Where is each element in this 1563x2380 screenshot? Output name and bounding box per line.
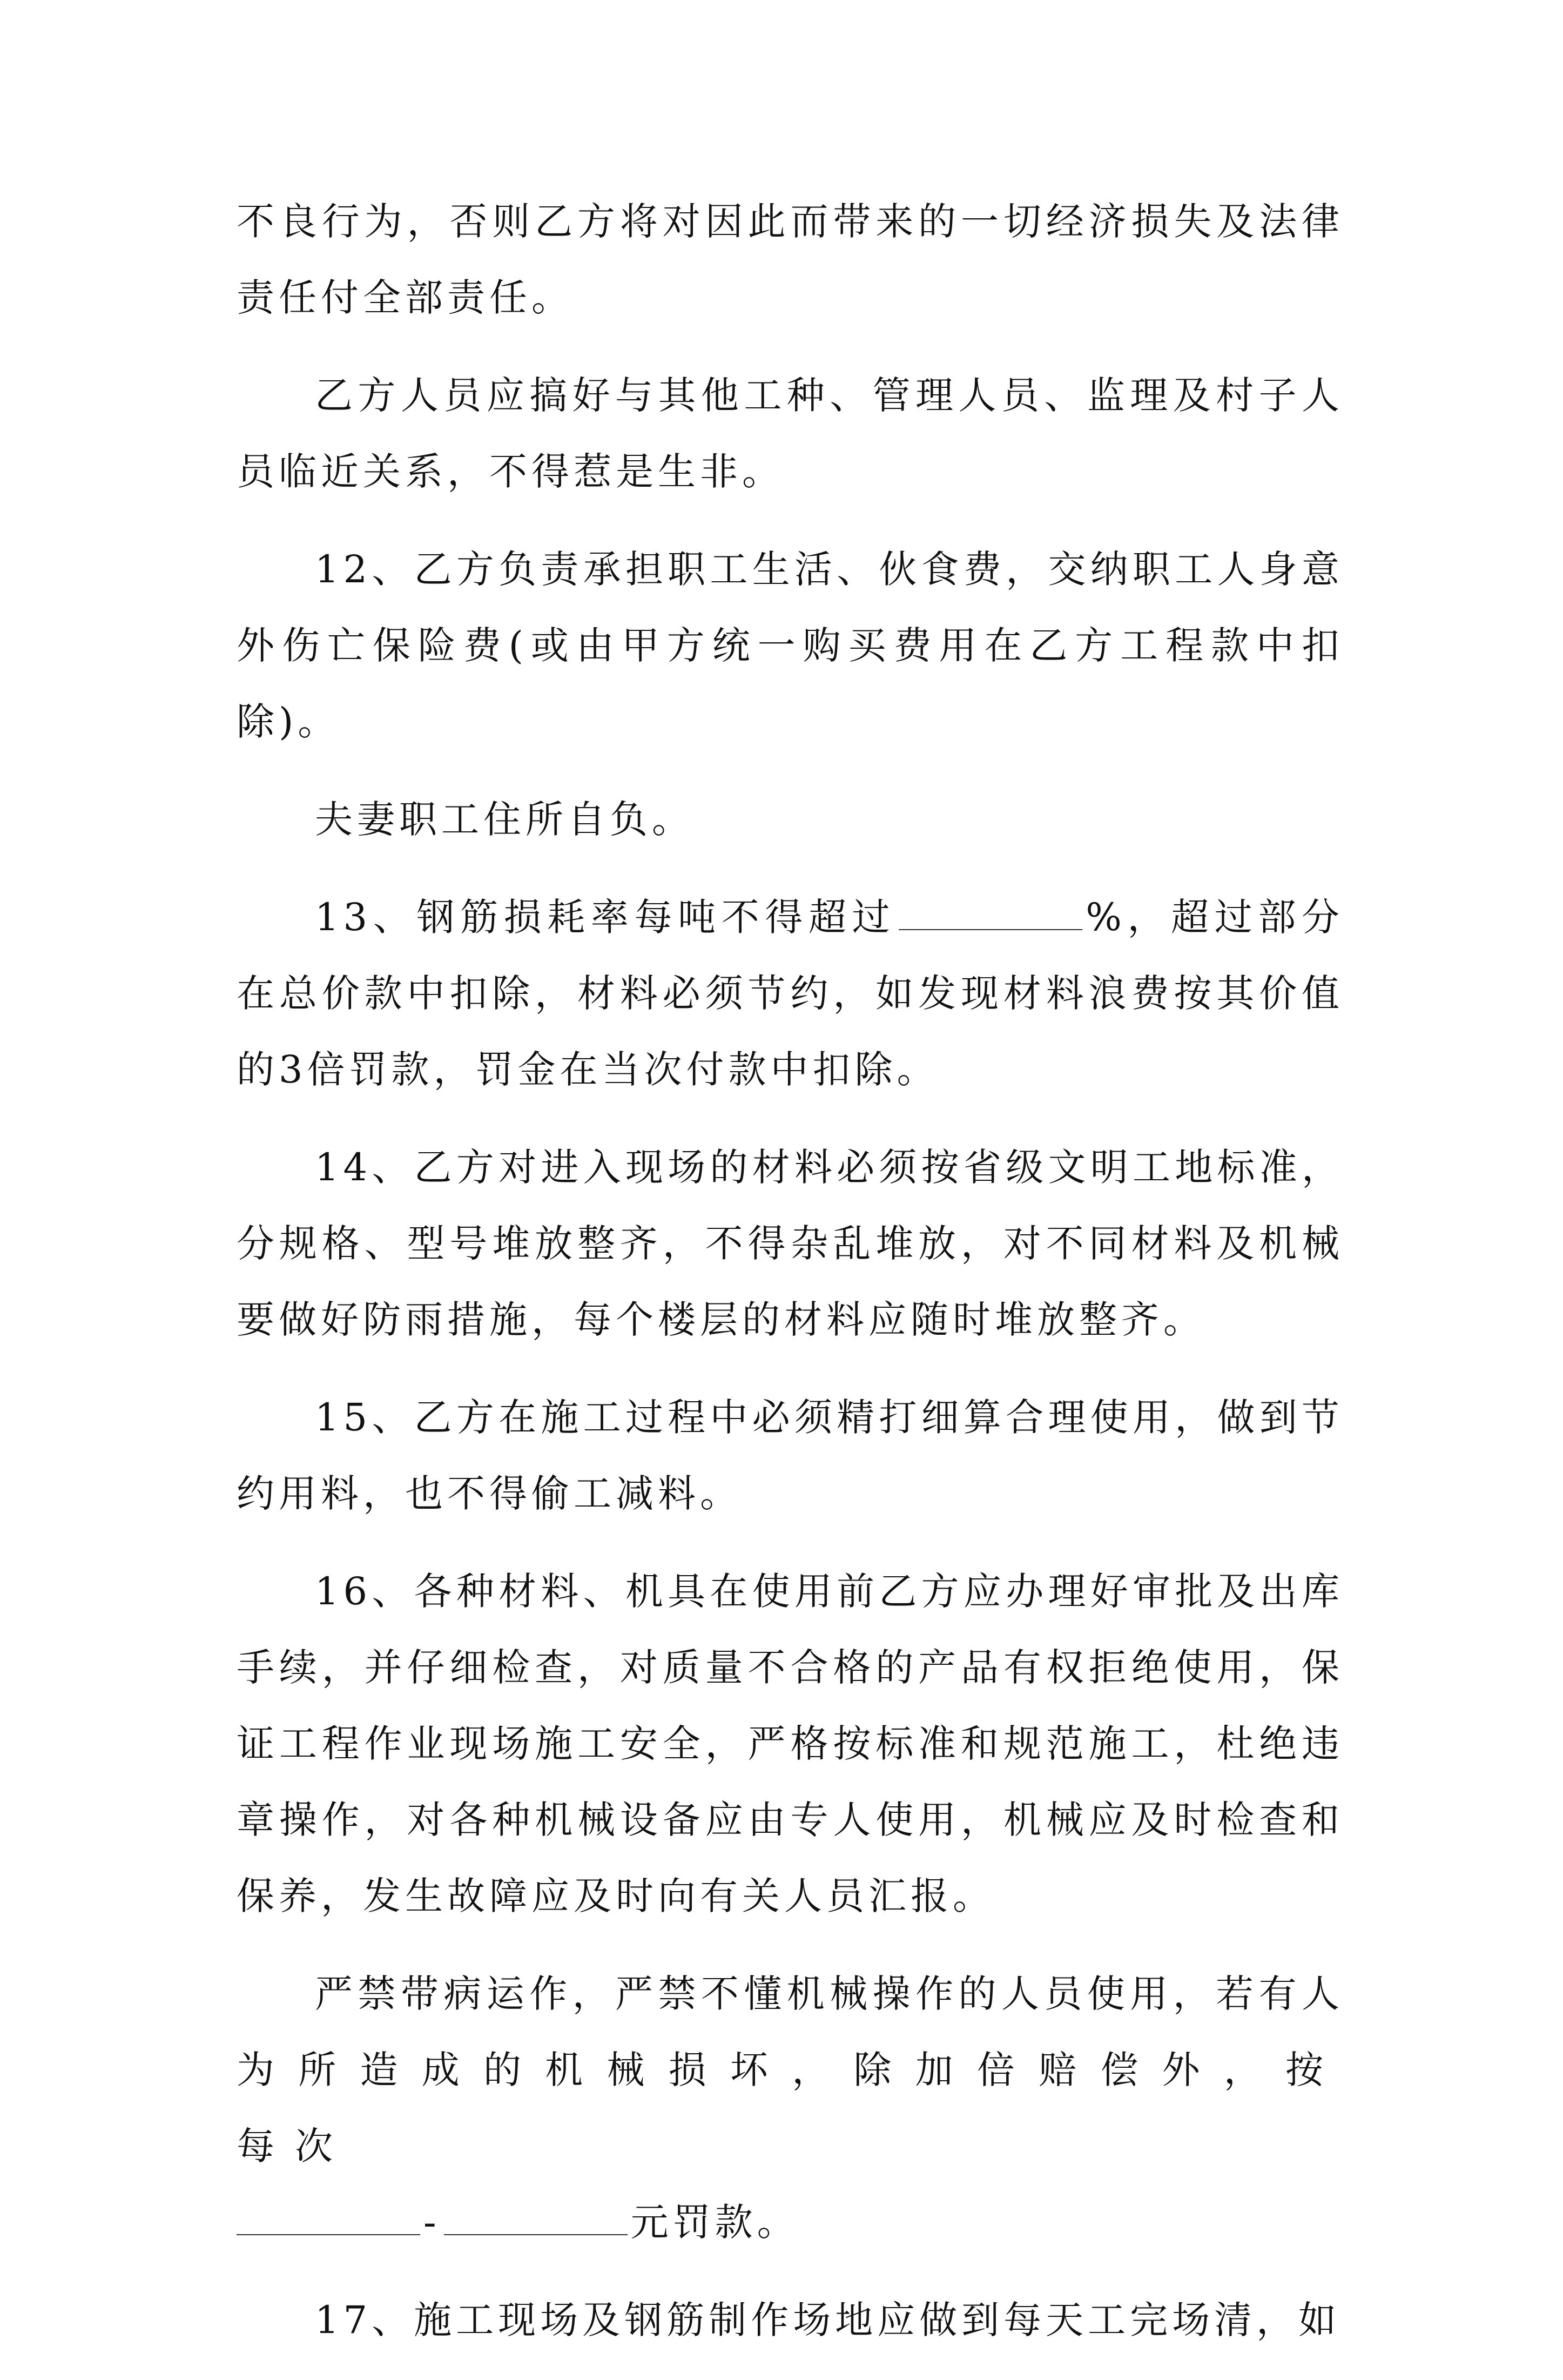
paragraph-clause-16: 16、各种材料、机具在使用前乙方应办理好审批及出库手续，并仔细检查，对质量不合格的产品有权拒绝使用，保证工程作业现场施工安全，严格按标准和规范施工，杜绝违章操作，对各种机械设备应由专人使用，机械应及时检查和保养，发生故障应及时向有关人员汇报。	[237, 1569, 1344, 1918]
fine-unit-text: 元罚款。	[630, 2200, 799, 2244]
paragraph-housing: 夫妻职工住所自负。	[315, 797, 694, 842]
clause-13-rest: %，超过部分在总价款中扣除，材料必须节约，如发现材料浪费按其价值的3倍罚款，罚金在当次付款中扣除。	[237, 895, 1344, 1092]
machine-damage-lead: 严禁带病运作，严禁不懂机械操作的人员使用，若有人	[315, 1972, 1344, 2016]
paragraph-clause-15: 15、乙方在施工过程中必须精打细算合理使用，做到节约用料，也不得偷工减料。	[237, 1395, 1344, 1516]
paragraph-clause-17: 17、施工现场及钢筋制作场地应做到每天工完场清，如	[315, 2298, 1341, 2342]
fine-max-blank	[444, 2202, 628, 2235]
paragraph-clause-12: 12、乙方负责承担职工生活、伙食费，交纳职工人身意外伤亡保险费(或由甲方统一购买费用在乙方工程款中扣除)。	[237, 547, 1344, 744]
fine-range-dash: -	[423, 2200, 441, 2244]
paragraph-clause-13	[237, 879, 1344, 1108]
clause-13-lead: 13、钢筋损耗率每吨不得超过	[315, 895, 896, 939]
paragraph-machine-damage	[237, 1956, 1344, 2261]
paragraph-clause-14: 14、乙方对进入现场的材料必须按省级文明工地标准，分规格、型号堆放整齐，不得杂乱堆放，对不同材料及机械要做好防雨措施，每个楼层的材料应随时堆放整齐。	[237, 1145, 1344, 1342]
paragraph-continued-liability: 不良行为，否则乙方将对因此而带来的一切经济损失及法律责任付全部责任。	[237, 199, 1344, 320]
loss-rate-blank	[899, 897, 1082, 930]
paragraph-relations: 乙方人员应搞好与其他工种、管理人员、监理及村子人员临近关系，不得惹是生非。	[237, 373, 1344, 494]
machine-damage-mid: 为所造成的机械损坏，除加倍赔偿外，按每次	[237, 2048, 1344, 2168]
fine-min-blank	[237, 2202, 420, 2235]
document-body	[237, 184, 1344, 2380]
